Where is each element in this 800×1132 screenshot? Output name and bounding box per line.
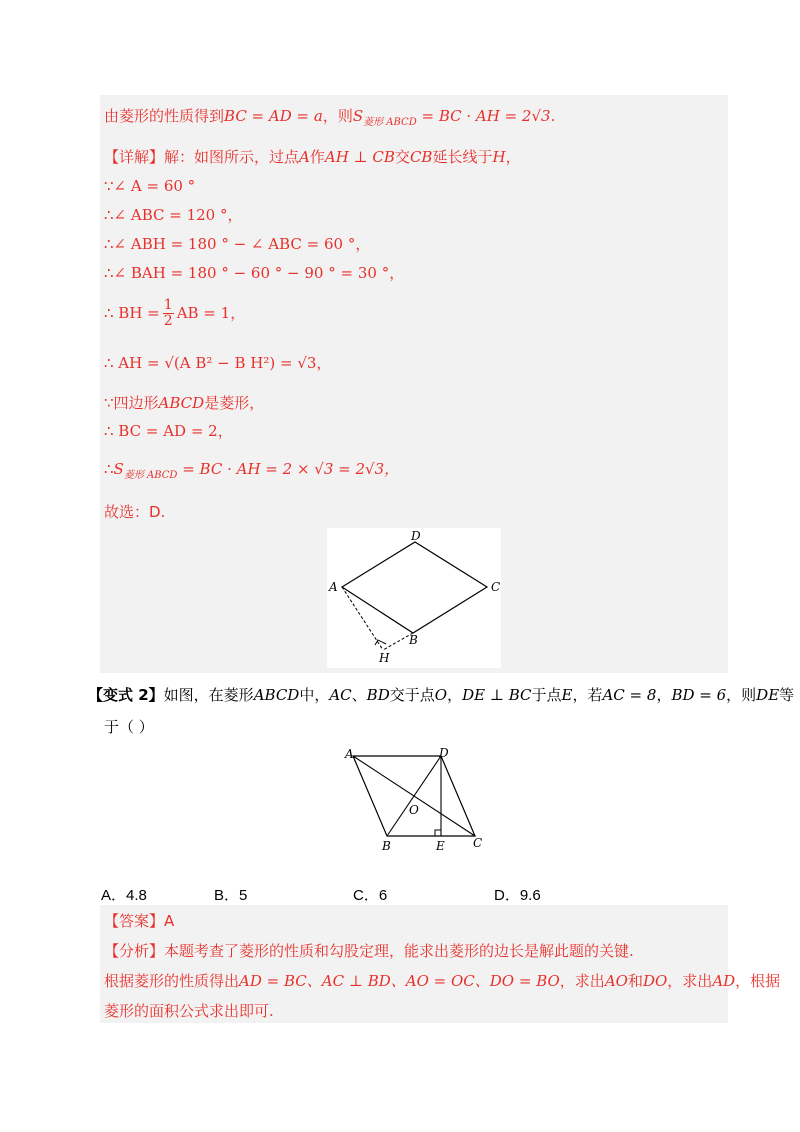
fraction-numerator: 1 — [163, 297, 173, 313]
step-2: ∴∠ ABC = 120 °， — [104, 206, 243, 224]
analysis-line: 【分析】本题考查了菱形的性质和勾股定理，能求出菱形的边长是解此题的关键. — [104, 942, 634, 960]
area-subscript: 菱形 ABCD — [363, 117, 417, 128]
text: 由菱形的性质得到 — [104, 107, 225, 125]
math-expression: ∴ BH = — [104, 304, 160, 322]
rhombus-figure-1 — [327, 528, 501, 668]
solution-line-1 — [104, 106, 555, 133]
step-5 — [104, 298, 245, 329]
math-expression: AH ⊥ CB — [324, 148, 395, 166]
label-a-2: A — [345, 747, 354, 761]
step-3: ∴∠ ABH = 180 ° − ∠ ABC = 60 °， — [104, 235, 371, 253]
text: 等 — [779, 686, 795, 704]
text: 交于点 — [389, 686, 435, 704]
math-expression: ABCD — [253, 686, 300, 704]
math-expression: CB — [409, 148, 433, 166]
step-4: ∴∠ BAH = 180 ° − 60 ° − 90 ° = 30 °， — [104, 264, 405, 282]
fraction — [163, 298, 174, 329]
detail-line — [104, 147, 521, 167]
math-expression: AO — [604, 972, 628, 990]
step-9 — [104, 459, 399, 486]
label-a: A — [329, 580, 338, 594]
text: ，则 — [726, 686, 757, 704]
label-o-2: O — [409, 803, 419, 817]
math-expression: = BC · AH = 2 × √3 = 2√3， — [177, 460, 400, 478]
label-d: D — [411, 529, 421, 543]
area-symbol: S — [113, 460, 124, 478]
text: ， — [656, 686, 672, 704]
math-expression: ABCD — [158, 394, 205, 412]
sqrt-expression: √3 — [531, 107, 551, 125]
text: 交 — [394, 148, 410, 166]
text: 、 — [351, 686, 367, 704]
math-expression: O — [434, 686, 448, 704]
text: 作 — [309, 148, 325, 166]
text: 根据菱形的性质得出 — [104, 972, 240, 990]
rhombus-figure-2 — [342, 744, 490, 856]
variant-label: 【变式 2】 — [88, 686, 164, 704]
step-1: ∵∠ A = 60 ° — [104, 177, 196, 195]
label-c-2: C — [473, 836, 483, 850]
area-subscript: 菱形 ABCD — [123, 470, 178, 481]
text: ， — [447, 686, 463, 704]
math-expression: DE ⊥ BC — [462, 686, 532, 704]
text: ，求出 — [559, 972, 605, 990]
text: 延长线于 — [432, 148, 493, 166]
step-7 — [104, 393, 264, 413]
label-d-2: D — [439, 746, 449, 760]
text: 是菱形， — [204, 394, 265, 412]
text: ，求出 — [667, 972, 713, 990]
answer-line: 【答案】A — [104, 912, 175, 930]
option-a: A．4.8 — [101, 887, 147, 904]
text: ， — [505, 148, 521, 166]
label-b: B — [409, 633, 418, 647]
math-expression: AB = 1， — [176, 304, 246, 322]
text: . — [550, 107, 556, 125]
text: ，则 — [322, 107, 353, 125]
option-c: C．6 — [353, 887, 388, 904]
option-b: B．5 — [214, 887, 248, 904]
variant-question-line-1 — [88, 685, 794, 705]
step-8: ∴ BC = AD = 2， — [104, 422, 233, 440]
label-h: H — [379, 651, 390, 665]
text: 和 — [627, 972, 643, 990]
label-b-2: B — [382, 839, 391, 853]
text: 于点 — [531, 686, 562, 704]
text: 中， — [299, 686, 330, 704]
area-symbol: S — [352, 107, 364, 125]
math-expression: BD = 6 — [671, 686, 727, 704]
detail-label: 【详解】解：如图所示，过点 — [104, 148, 300, 166]
text: ，根据 — [735, 972, 781, 990]
text: ，若 — [572, 686, 603, 704]
figure-1-background — [327, 528, 501, 668]
answer-choice-line: 故选：D. — [104, 503, 166, 521]
math-expression: AC = 8 — [602, 686, 657, 704]
right-angle-mark-2 — [435, 830, 441, 836]
text: ∴ — [104, 460, 114, 478]
option-d: D．9.6 — [494, 887, 541, 904]
math-expression: DO — [642, 972, 668, 990]
math-expression: = BC · AH = 2 — [416, 107, 532, 125]
variant-question-line-2: 于（ ） — [104, 718, 154, 736]
math-expression: DE — [756, 686, 780, 704]
math-expression: E — [561, 686, 573, 704]
text: ∵四边形 — [104, 394, 159, 412]
method-line-1 — [104, 971, 780, 991]
math-expression: AD = BC、AC ⊥ BD、AO = OC、DO = BO — [239, 972, 560, 990]
math-expression: AD — [712, 972, 736, 990]
method-line-2: 菱形的面积公式求出即可. — [104, 1002, 274, 1020]
point-label: A — [299, 148, 310, 166]
math-expression: BC = AD = a — [224, 107, 323, 125]
point-label: H — [492, 148, 506, 166]
math-expression: BD — [366, 686, 390, 704]
label-c: C — [491, 580, 501, 594]
math-expression: AC — [329, 686, 352, 704]
step-6: ∴ AH = √(A B² − B H²) = √3， — [104, 354, 332, 372]
fraction-denominator: 2 — [163, 313, 173, 329]
label-e-2: E — [436, 839, 445, 853]
diagonal-bd — [387, 756, 441, 836]
text: 如图，在菱形 — [163, 686, 254, 704]
